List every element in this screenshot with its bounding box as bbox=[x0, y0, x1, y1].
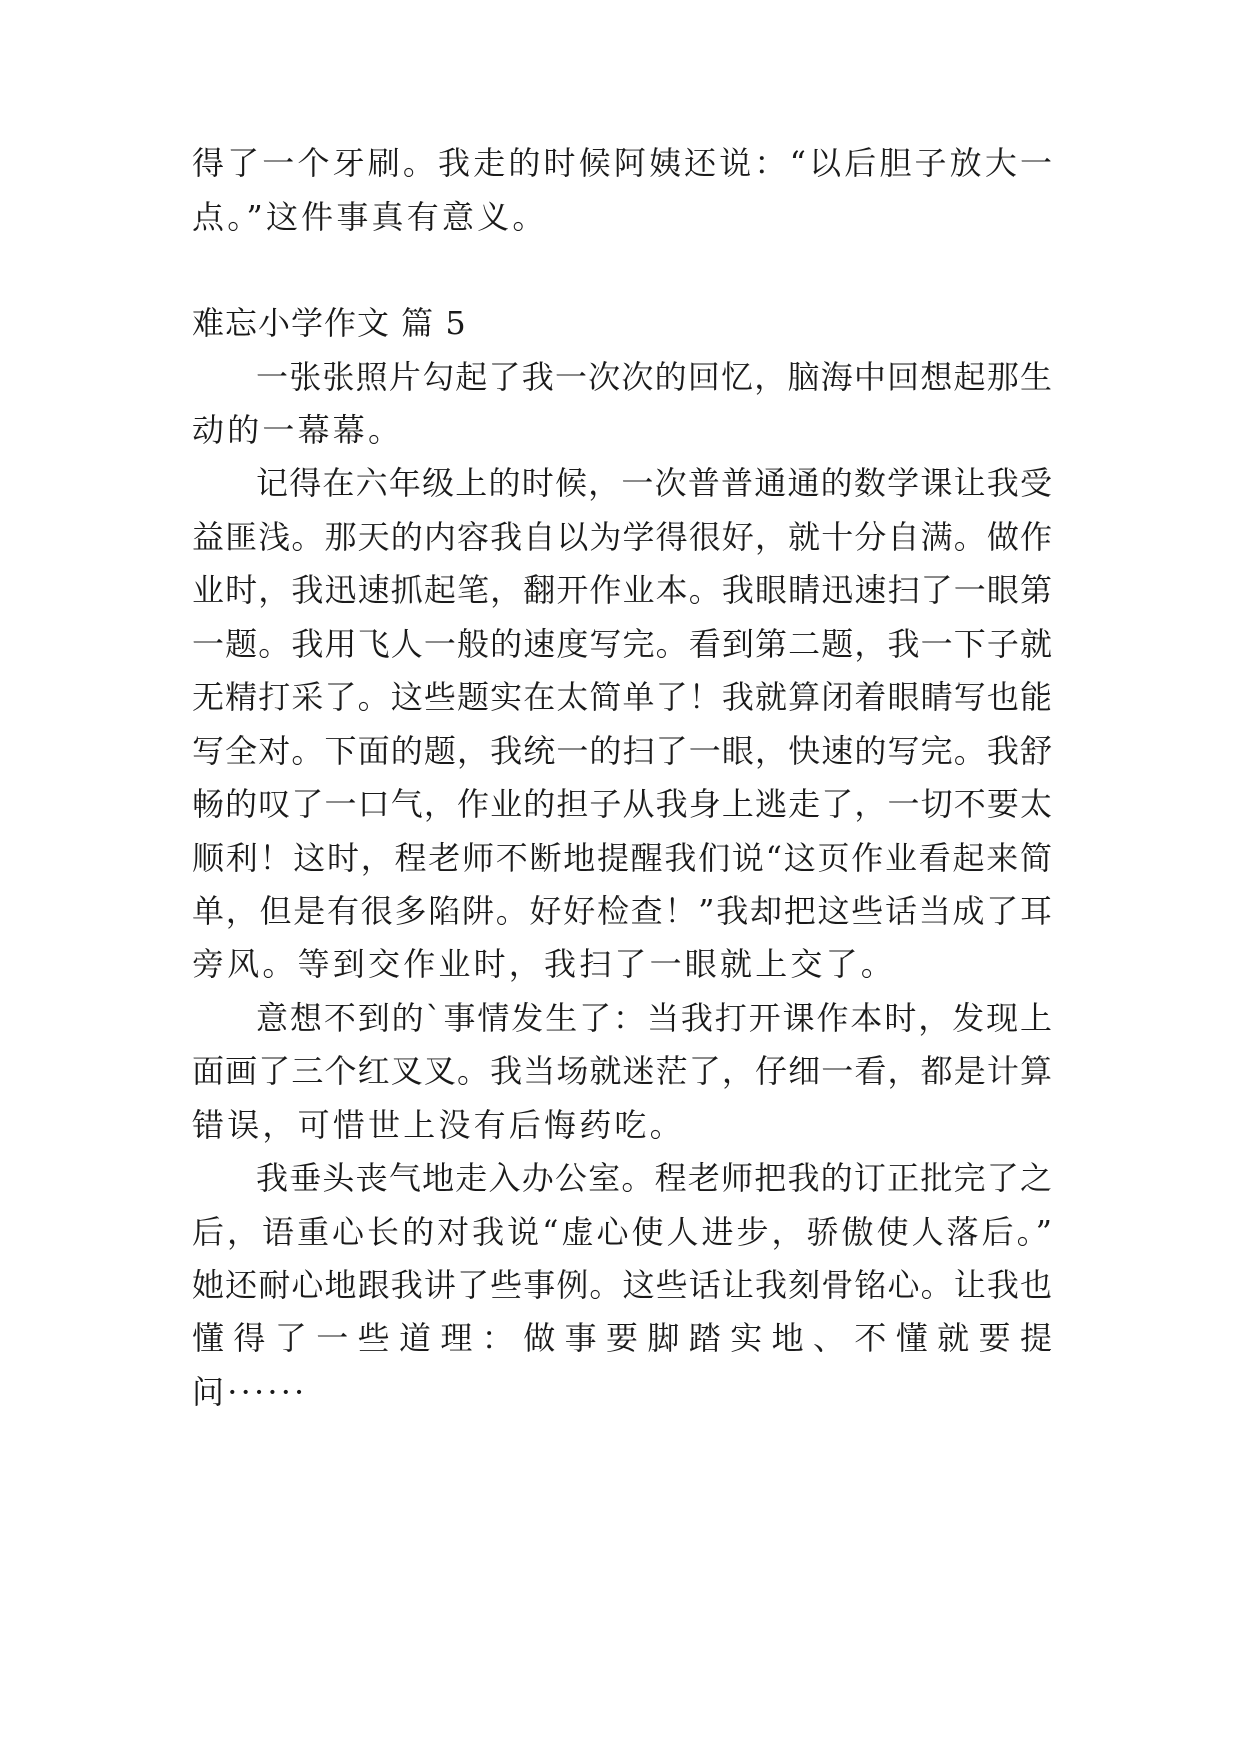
text-line: 她还耐心地跟我讲了些事例。这些话让我刻骨铭心。让我也 bbox=[192, 1266, 1052, 1304]
text-line: 点。”这件事真有意义。 bbox=[192, 198, 548, 236]
text-line: 面画了三个红叉叉。我当场就迷茫了，仔细一看，都是计算 bbox=[192, 1052, 1052, 1090]
text-line: 意想不到的`事情发生了：当我打开课作本时，发现上 bbox=[256, 999, 1052, 1037]
text-line: 写全对。下面的题，我统一的扫了一眼，快速的写完。我舒 bbox=[192, 732, 1052, 770]
text-line: 益匪浅。那天的内容我自以为学得很好，就十分自满。做作 bbox=[192, 518, 1052, 556]
text-line: 畅的叹了一口气，作业的担子从我身上逃走了，一切不要太 bbox=[192, 785, 1052, 823]
text-line: 问······ bbox=[192, 1373, 308, 1411]
text-line: 后，语重心长的对我说“虚心使人进步，骄傲使人落后。” bbox=[192, 1213, 1052, 1251]
text-line: 一张张照片勾起了我一次次的回忆，脑海中回想起那生 bbox=[256, 358, 1052, 396]
text-line: 错误，可惜世上没有后悔药吃。 bbox=[192, 1106, 685, 1144]
text-line: 业时，我迅速抓起笔，翻开作业本。我眼睛迅速扫了一眼第 bbox=[192, 571, 1052, 609]
text-line: 顺利！这时，程老师不断地提醒我们说“这页作业看起来简 bbox=[192, 839, 1052, 877]
text-line: 懂得了一些道理：做事要脚踏实地、不懂就要提 bbox=[192, 1319, 1052, 1357]
text-line: 我垂头丧气地走入办公室。程老师把我的订正批完了之 bbox=[256, 1159, 1052, 1197]
text-line: 无精打采了。这些题实在太简单了！我就算闭着眼睛写也能 bbox=[192, 678, 1052, 716]
section-heading: 难忘小学作文 篇 5 bbox=[192, 304, 467, 342]
text-line: 动的一幕幕。 bbox=[192, 411, 404, 449]
text-line: 一题。我用飞人一般的速度写完。看到第二题，我一下子就 bbox=[192, 625, 1052, 663]
text-line: 记得在六年级上的时候，一次普普通通的数学课让我受 bbox=[256, 464, 1052, 502]
text-line: 旁风。等到交作业时，我扫了一眼就上交了。 bbox=[192, 945, 897, 983]
text-line: 单，但是有很多陷阱。好好检查！”我却把这些话当成了耳 bbox=[192, 892, 1052, 930]
text-line: 得了一个牙刷。我走的时候阿姨还说：“以后胆子放大一 bbox=[192, 144, 1052, 182]
